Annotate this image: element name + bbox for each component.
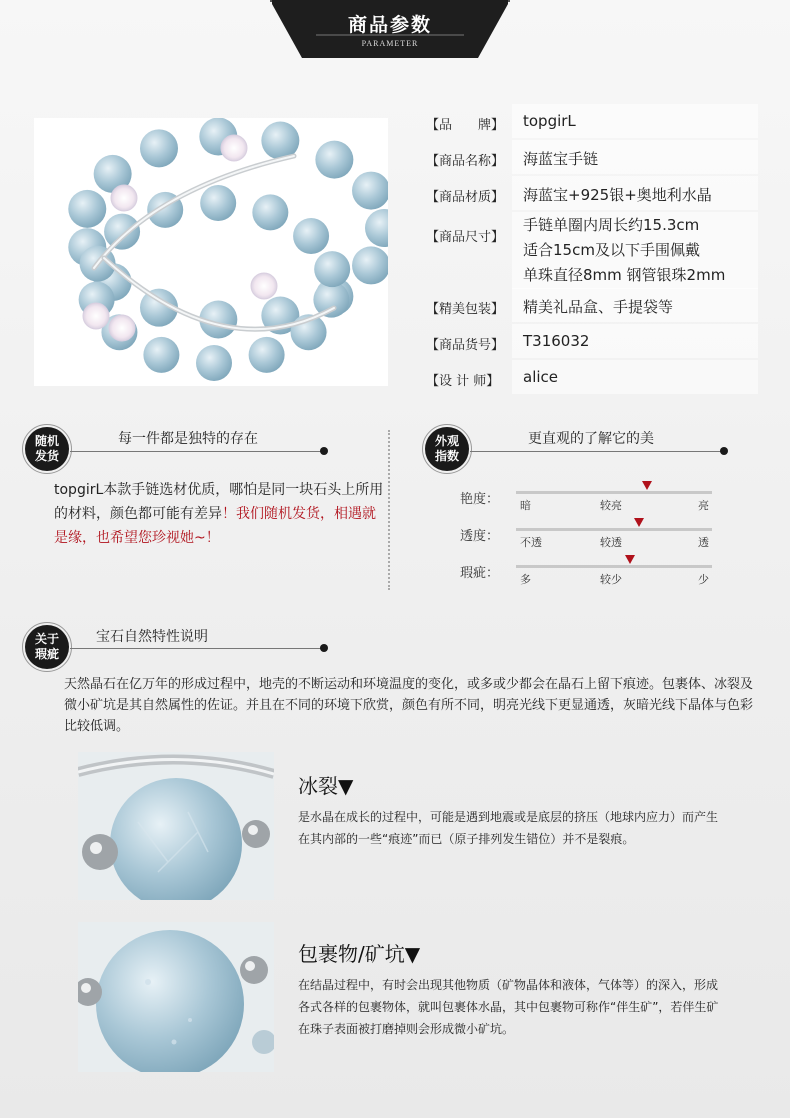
aquamarine-bead	[252, 194, 288, 230]
param-value: 海蓝宝+925银+奥地利水晶	[523, 186, 712, 204]
index-tick: 较少	[600, 573, 622, 586]
appearance-badge-line1: 外观	[434, 434, 459, 448]
param-row	[420, 288, 760, 324]
param-key: 【精美包装】	[426, 302, 505, 317]
section-divider	[388, 430, 390, 590]
param-key: 【商品货号】	[426, 338, 505, 353]
param-value: 精美礼品盒、手提袋等	[523, 298, 674, 316]
appearance-badge	[422, 424, 472, 474]
index-track	[516, 565, 712, 568]
index-tick: 暗	[520, 499, 531, 512]
random-section-title: 每一件都是独特的存在	[118, 431, 258, 447]
appearance-title-underline	[470, 451, 722, 452]
crystal-bead	[111, 185, 137, 211]
crystal-bead	[251, 273, 277, 299]
random-badge	[22, 424, 72, 474]
aquamarine-bead	[104, 214, 140, 250]
flaws-badge-line2: 瑕疵	[34, 647, 59, 661]
param-row	[420, 360, 760, 396]
aquamarine-bead	[140, 129, 178, 167]
index-track	[516, 491, 712, 494]
param-key: 【设 计 师】	[426, 374, 500, 389]
aquamarine-bead	[293, 218, 329, 254]
param-value: 海蓝宝手链	[523, 150, 599, 168]
inclusion-photo	[78, 922, 274, 1072]
appearance-underline-dot	[720, 447, 728, 455]
param-value: 适合15cm及以下手围佩戴	[523, 241, 700, 259]
inclusion-text: 在结晶过程中，有时会出现其他物质（矿物晶体和液体，气体等）的深入，形成各式各样的包裹物体，就叫包裹体水晶，其中包裹物可称作“伴生矿”，若伴生矿在珠子表面被打磨掉则会形成微小矿坑。	[298, 978, 719, 1036]
random-text-normal: topgirL本款手链选材优质，哪怕是同一块石头上所用的材料，颜色都可能有差异	[54, 482, 384, 522]
header-title: 商品参数	[347, 14, 432, 36]
param-value: T316032	[523, 332, 590, 350]
aquamarine-bead	[365, 209, 388, 247]
bracelet-illustration	[34, 118, 388, 386]
index-tick: 少	[698, 573, 709, 586]
param-row	[420, 212, 760, 291]
flaws-badge-line1: 关于	[34, 632, 59, 646]
param-key: 【商品名称】	[426, 154, 505, 169]
random-description	[54, 478, 384, 550]
index-tick: 不透	[520, 536, 542, 549]
flaws-underline-dot	[320, 644, 328, 652]
random-text-red: ！我们随机发货，相遇就是缘，也希望您珍视她~！	[54, 506, 376, 546]
param-row	[420, 140, 760, 176]
index-label: 瑕疵：	[460, 566, 500, 581]
aquamarine-bead	[143, 337, 179, 373]
index-track	[516, 528, 712, 531]
random-title-underline	[70, 451, 322, 452]
param-row	[420, 104, 760, 140]
param-row	[420, 324, 760, 360]
crystal-bead	[83, 303, 109, 329]
product-photo	[34, 118, 388, 386]
flaws-section-title: 宝石自然特性说明	[96, 629, 208, 645]
index-marker	[634, 518, 644, 527]
param-value: alice	[523, 368, 559, 386]
index-tick: 多	[520, 573, 531, 586]
ice-crack-photo	[78, 752, 274, 900]
ice-crack-text: 是水晶在成长的过程中，可能是遇到地震或是底层的挤压（地球内应力）而产生在其内部的一些“痕迹”而已（原子排列发生错位）并不是裂痕。	[298, 810, 719, 846]
random-badge-line1: 随机	[34, 434, 59, 448]
random-underline-dot	[320, 447, 328, 455]
appearance-indices	[460, 480, 720, 590]
appearance-badge-line2: 指数	[434, 449, 459, 463]
crystal-bead	[221, 135, 247, 161]
aquamarine-bead	[249, 337, 285, 373]
index-label: 透度：	[460, 529, 500, 544]
param-row	[420, 176, 760, 212]
aquamarine-bead	[315, 141, 353, 179]
param-value: topgirL	[523, 112, 576, 130]
header-subtitle: PARAMETER	[361, 39, 419, 48]
appearance-section-title: 更直观的了解它的美	[528, 431, 654, 447]
index-tick: 较透	[600, 536, 622, 549]
param-value: 手链单圈内周长约15.3cm	[523, 216, 700, 234]
index-marker	[642, 481, 652, 490]
random-badge-line2: 发货	[34, 449, 59, 463]
aquamarine-bead	[68, 190, 106, 228]
aquamarine-bead	[200, 185, 236, 221]
inclusion-title: 包裹物/矿坑▼	[298, 942, 421, 966]
crystal-bead	[109, 315, 135, 341]
flaws-badge	[22, 622, 72, 672]
aquamarine-bead	[352, 172, 388, 210]
index-tick: 较亮	[600, 499, 622, 512]
param-key: 【品 牌】	[426, 118, 505, 133]
ice-crack-title: 冰裂▼	[298, 774, 354, 798]
param-key: 【商品尺寸】	[426, 230, 505, 245]
index-tick: 透	[698, 536, 709, 549]
param-value: 单珠直径8mm 钢管银珠2mm	[523, 266, 726, 284]
section-header	[272, 0, 508, 60]
param-key: 【商品材质】	[426, 190, 505, 205]
flaws-paragraph: 天然晶石在亿万年的形成过程中，地壳的不断运动和环境温度的变化，或多或少都会在晶石上留下痕迹。包裹体、冰裂及微小矿坑是其自然属性的佐证。并且在不同的环境下欣赏，颜色有所不同，明亮光线下更显通透，灰暗光线下晶体与色彩比较低调。	[64, 677, 754, 734]
index-label: 艳度：	[460, 492, 500, 507]
aquamarine-bead	[314, 251, 350, 287]
index-marker	[625, 555, 635, 564]
aquamarine-bead	[196, 345, 232, 381]
flaws-title-underline	[70, 648, 322, 649]
index-tick: 亮	[698, 499, 709, 512]
aquamarine-bead	[352, 246, 388, 284]
